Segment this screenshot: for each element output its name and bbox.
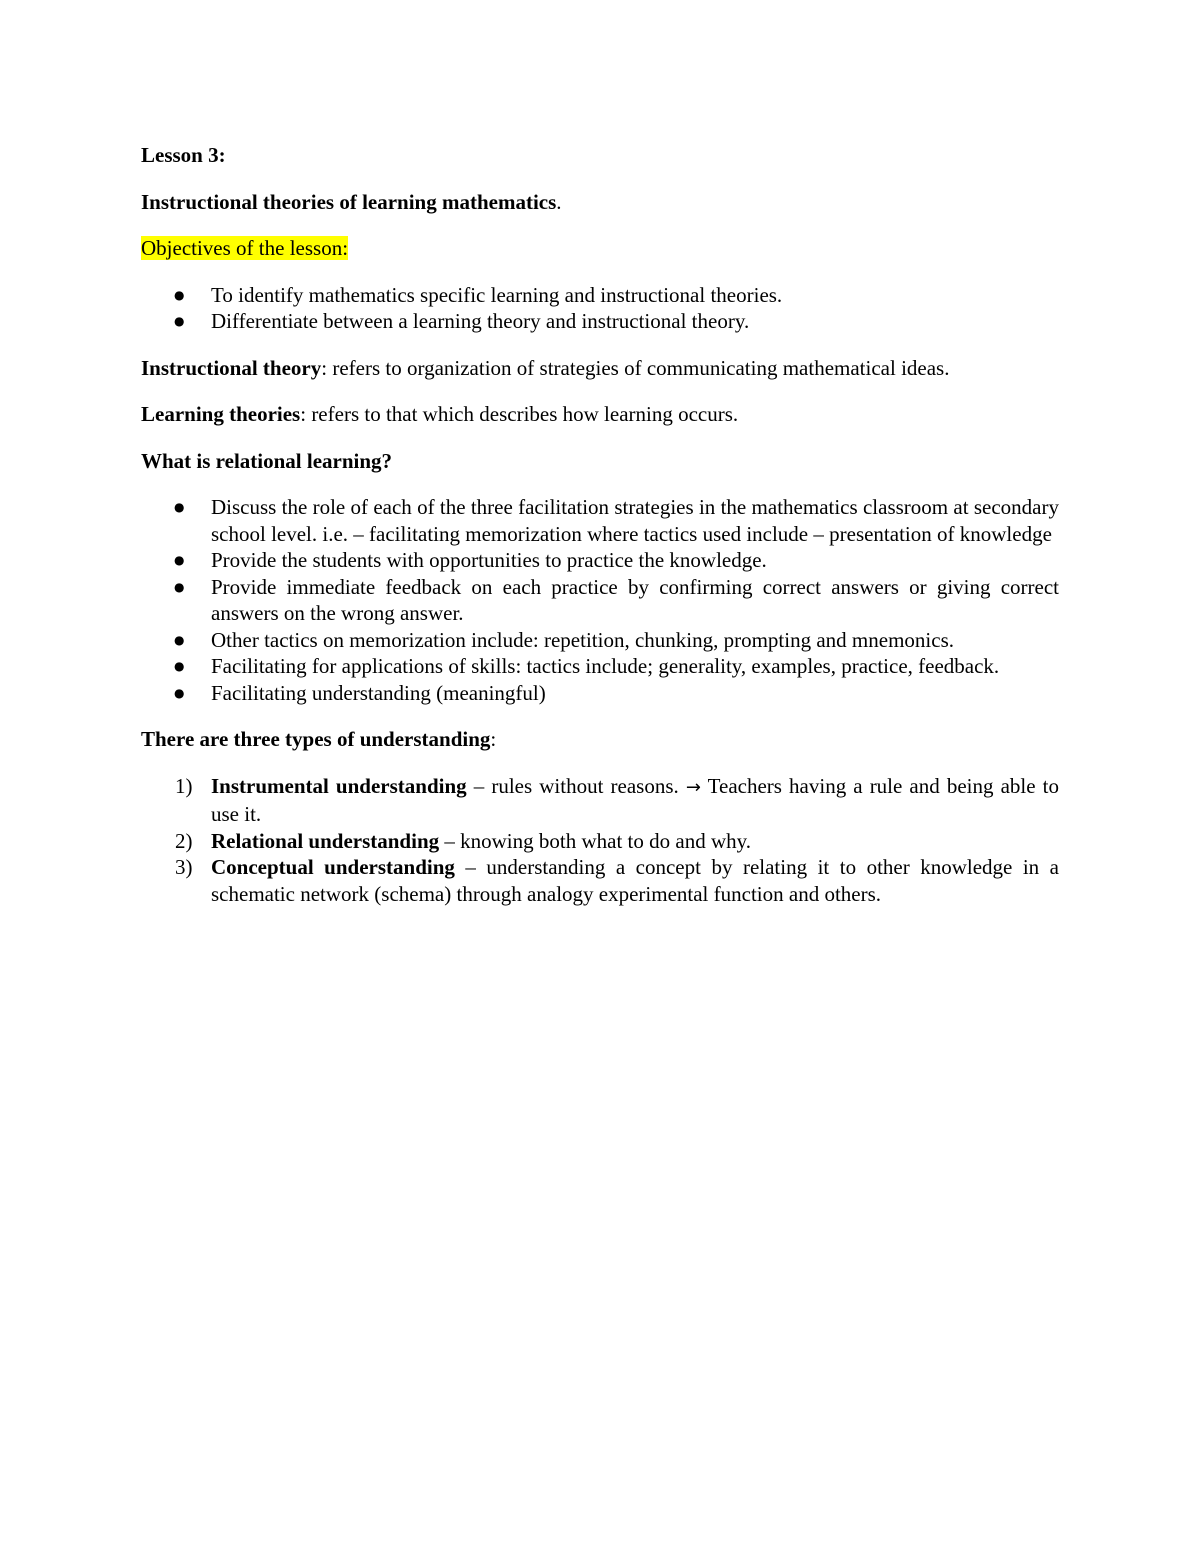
- types-heading: There are three types of understanding:: [141, 727, 497, 751]
- types-list: [141, 773, 1059, 908]
- lesson-label: Lesson 3:: [141, 143, 226, 167]
- lesson-title: Instructional theories of learning mathematics.: [141, 189, 562, 214]
- relational-list: [141, 494, 1059, 706]
- list-item: ● Discuss the role of each of the three facilitation strategies in the mathematics classroom at secondary school level. i.e. – facilitating memorization where tactics used include – presentation of knowledge: [141, 494, 1059, 547]
- list-item: ● Differentiate between a learning theory and instructional theory.: [141, 308, 1059, 335]
- objectives-heading: Objectives of the lesson:: [141, 236, 349, 260]
- relational-heading: What is relational learning?: [141, 448, 393, 473]
- list-item: ● Provide the students with opportunities to practice the knowledge.: [141, 547, 1059, 574]
- list-number: 1): [175, 773, 193, 798]
- list-item: 1) Instrumental understanding – rules without reasons. → Teachers having a rule and being able to use it.: [175, 773, 1059, 826]
- list-number: 2): [175, 828, 193, 853]
- list-number: 3): [175, 855, 193, 879]
- list-item: ● To identify mathematics specific learning and instructional theories.: [141, 282, 1059, 309]
- document-page: [141, 142, 1059, 927]
- objectives-list: [141, 282, 1059, 335]
- list-item: ● Provide immediate feedback on each practice by confirming correct answers or giving correct answers on the wrong answer.: [141, 574, 1059, 627]
- arrow-right-icon: →: [685, 776, 701, 798]
- definition-learning-theories: Learning theories: refers to that which describes how learning occurs.: [141, 402, 739, 426]
- list-item: 3) Conceptual understanding – understanding a concept by relating it to other knowledge in a schematic network (schema) through analogy experimental function and others.: [175, 855, 1059, 906]
- list-item: ● Facilitating for applications of skills: tactics include; generality, examples, practice, feedback.: [141, 653, 1059, 680]
- list-item: ● Facilitating understanding (meaningful): [141, 680, 1059, 707]
- list-item: 2) Relational understanding – knowing both what to do and why.: [175, 828, 752, 853]
- list-item: ● Other tactics on memorization include: repetition, chunking, prompting and mnemonics.: [141, 627, 1059, 654]
- definition-instructional-theory: Instructional theory: refers to organization of strategies of communicating mathematical ideas.: [141, 355, 950, 380]
